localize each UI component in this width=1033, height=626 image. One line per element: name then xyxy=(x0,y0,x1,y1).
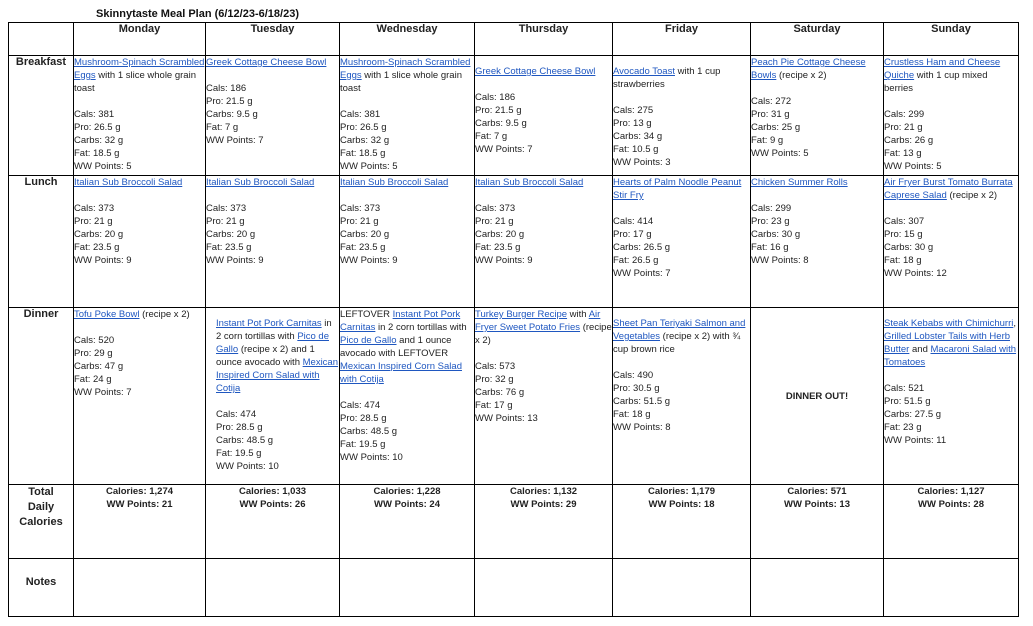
pro: Pro: 21 g xyxy=(475,216,514,227)
recipe-link[interactable]: Grilled Lobster Tails with Herb Butter xyxy=(884,331,1011,355)
total-calories: Calories: 1,132 xyxy=(509,486,578,497)
lunch-cell xyxy=(74,176,206,308)
meal-text: , xyxy=(1013,318,1016,329)
total-calories: Calories: 1,274 xyxy=(105,486,174,497)
cals: Cals: 474 xyxy=(216,409,257,420)
dinner-cell xyxy=(613,308,751,485)
total-ww: WW Points: 21 xyxy=(106,499,173,510)
breakfast-cell xyxy=(74,56,206,176)
carbs: Carbs: 51.5 g xyxy=(613,396,671,407)
ww-points: WW Points: 8 xyxy=(751,255,809,266)
pro: Pro: 26.5 g xyxy=(340,122,387,133)
breakfast-cell xyxy=(751,56,884,176)
ww-points: WW Points: 7 xyxy=(206,135,264,146)
fat: Fat: 26.5 g xyxy=(613,255,659,266)
carbs: Carbs: 30 g xyxy=(751,229,801,240)
carbs: Carbs: 25 g xyxy=(751,122,801,133)
carbs: Carbs: 26 g xyxy=(884,135,934,146)
total-ww: WW Points: 13 xyxy=(784,499,850,510)
fat: Fat: 18.5 g xyxy=(74,148,120,159)
fat: Fat: 7 g xyxy=(206,122,239,133)
recipe-link[interactable]: Italian Sub Broccoli Salad xyxy=(475,177,584,188)
ww-points: WW Points: 5 xyxy=(340,161,398,172)
cals: Cals: 521 xyxy=(884,383,925,394)
carbs: Carbs: 32 g xyxy=(74,135,124,146)
meal-text: and xyxy=(909,344,931,355)
total-calories: Calories: 1,228 xyxy=(373,486,441,497)
cals: Cals: 272 xyxy=(751,96,792,107)
ww-points: WW Points: 9 xyxy=(475,255,533,266)
dinner-cell xyxy=(475,308,613,485)
total-calories: Calories: 1,127 xyxy=(917,486,985,497)
lunch-cell xyxy=(884,176,1019,308)
recipe-link[interactable]: Mushroom-Spinach Scrambled Eggs xyxy=(340,57,471,81)
recipe-link[interactable]: Pico de Gallo xyxy=(216,331,329,355)
notes-cell[interactable] xyxy=(475,559,613,617)
carbs: Carbs: 30 g xyxy=(884,242,934,253)
lunch-row xyxy=(9,176,1019,308)
pro: Pro: 30.5 g xyxy=(613,383,660,394)
cals: Cals: 381 xyxy=(74,109,115,120)
recipe-link[interactable]: Macaroni Salad with Tomatoes xyxy=(884,344,1017,368)
recipe-link[interactable]: Chicken Summer Rolls xyxy=(751,177,848,188)
pro: Pro: 28.5 g xyxy=(340,413,387,424)
row-label-dinner: Dinner xyxy=(9,308,74,485)
total-ww: WW Points: 18 xyxy=(648,499,715,510)
lunch-cell xyxy=(613,176,751,308)
fat: Fat: 18 g xyxy=(613,409,651,420)
fat: Fat: 19.5 g xyxy=(216,448,262,459)
ww-points: WW Points: 3 xyxy=(613,157,671,168)
pro: Pro: 32 g xyxy=(475,374,514,385)
dinner-out-cell: DINNER OUT! xyxy=(751,308,884,485)
notes-row xyxy=(9,559,1019,617)
lunch-cell xyxy=(475,176,613,308)
fat: Fat: 16 g xyxy=(751,242,789,253)
notes-cell[interactable] xyxy=(206,559,340,617)
day-header-wednesday: Wednesday xyxy=(340,23,475,56)
cals: Cals: 381 xyxy=(340,109,381,120)
cals: Cals: 373 xyxy=(340,203,381,214)
meal-extra: with 1 cup mixed berries xyxy=(884,70,988,94)
fat: Fat: 18.5 g xyxy=(340,148,386,159)
total-cell xyxy=(884,485,1019,559)
ww-points: WW Points: 12 xyxy=(884,268,947,279)
cals: Cals: 299 xyxy=(751,203,792,214)
ww-points: WW Points: 5 xyxy=(751,148,809,159)
fat: Fat: 18 g xyxy=(884,255,922,266)
day-header-thursday: Thursday xyxy=(475,23,613,56)
fat: Fat: 23.5 g xyxy=(475,242,521,253)
meal-text: with xyxy=(567,309,589,320)
pro: Pro: 21 g xyxy=(884,122,923,133)
notes-cell[interactable] xyxy=(613,559,751,617)
recipe-link[interactable]: Italian Sub Broccoli Salad xyxy=(340,177,449,188)
fat: Fat: 13 g xyxy=(884,148,922,159)
lunch-cell xyxy=(340,176,475,308)
notes-cell[interactable] xyxy=(884,559,1019,617)
ww-points: WW Points: 5 xyxy=(74,161,132,172)
pro: Pro: 29 g xyxy=(74,348,113,359)
cals: Cals: 373 xyxy=(74,203,115,214)
ww-points: WW Points: 7 xyxy=(74,387,132,398)
meal-text: in 2 corn tortillas with xyxy=(216,318,332,342)
carbs: Carbs: 20 g xyxy=(74,229,124,240)
fat: Fat: 24 g xyxy=(74,374,112,385)
ww-points: WW Points: 9 xyxy=(340,255,398,266)
recipe-link[interactable]: Mexican Inspired Corn Salad with Cotija xyxy=(216,357,338,394)
recipe-link[interactable]: Steak Kebabs with Chimichurri xyxy=(884,318,1014,329)
cals: Cals: 275 xyxy=(613,105,654,116)
meal-plan-table xyxy=(8,22,1019,617)
meal-text: (recipe x 2) and 1 ounce avocado with xyxy=(216,344,315,368)
recipe-link[interactable]: Air Fryer Burst Tomato Burrata Caprese Salad xyxy=(884,177,1013,201)
recipe-link[interactable]: Greek Cottage Cheese Bowl xyxy=(206,57,327,68)
pro: Pro: 15 g xyxy=(884,229,923,240)
total-calories: Calories: 571 xyxy=(787,486,847,497)
cals: Cals: 186 xyxy=(206,83,247,94)
breakfast-cell xyxy=(613,56,751,176)
day-header-sunday: Sunday xyxy=(884,23,1019,56)
pro: Pro: 26.5 g xyxy=(74,122,121,133)
total-cell xyxy=(613,485,751,559)
fat: Fat: 17 g xyxy=(475,400,513,411)
cals: Cals: 520 xyxy=(74,335,115,346)
meal-extra: (recipe x 2) xyxy=(946,190,998,201)
fat: Fat: 7 g xyxy=(475,131,508,142)
notes-cell[interactable] xyxy=(751,559,884,617)
total-ww: WW Points: 29 xyxy=(510,499,577,510)
fat: Fat: 23.5 g xyxy=(206,242,252,253)
recipe-link[interactable]: Italian Sub Broccoli Salad xyxy=(206,177,315,188)
ww-points: WW Points: 8 xyxy=(613,422,671,433)
carbs: Carbs: 26.5 g xyxy=(613,242,671,253)
meal-extra: with 1 slice whole grain toast xyxy=(340,70,462,94)
recipe-link[interactable]: Pico de Gallo xyxy=(340,335,397,346)
corner-cell xyxy=(9,23,74,56)
day-header-monday: Monday xyxy=(74,23,206,56)
breakfast-cell xyxy=(884,56,1019,176)
ww-points: WW Points: 10 xyxy=(216,461,279,472)
recipe-link[interactable]: Greek Cottage Cheese Bowl xyxy=(475,66,596,77)
row-label-notes: Notes xyxy=(9,559,74,617)
recipe-link[interactable]: Mexican Inspired Corn Salad with Cotija xyxy=(340,361,462,385)
total-cell xyxy=(206,485,340,559)
pro: Pro: 23 g xyxy=(751,216,790,227)
fat: Fat: 9 g xyxy=(751,135,784,146)
breakfast-row xyxy=(9,56,1019,176)
pro: Pro: 21.5 g xyxy=(475,105,522,116)
page-title: Skinnytaste Meal Plan (6/12/23-6/18/23) xyxy=(96,8,299,20)
recipe-link[interactable]: Instant Pot Pork Carnitas xyxy=(216,318,322,329)
total-ww: WW Points: 28 xyxy=(918,499,984,510)
carbs: Carbs: 9.5 g xyxy=(206,109,258,120)
recipe-link[interactable]: Air Fryer Sweet Potato Fries xyxy=(475,309,601,333)
dinner-cell xyxy=(206,308,340,485)
row-label-total xyxy=(9,485,74,559)
cals: Cals: 490 xyxy=(613,370,654,381)
ww-points: WW Points: 10 xyxy=(340,452,403,463)
row-label-lunch: Lunch xyxy=(9,176,74,308)
ww-points: WW Points: 13 xyxy=(475,413,538,424)
ww-points: WW Points: 9 xyxy=(74,255,132,266)
recipe-link[interactable]: Hearts of Palm Noodle Peanut Stir Fry xyxy=(613,177,742,201)
carbs: Carbs: 9.5 g xyxy=(475,118,527,129)
total-cell xyxy=(751,485,884,559)
carbs: Carbs: 20 g xyxy=(206,229,256,240)
meal-text: (recipe x 2) with ¾ cup brown rice xyxy=(613,331,741,355)
breakfast-cell xyxy=(206,56,340,176)
fat: Fat: 23 g xyxy=(884,422,922,433)
pro: Pro: 21.5 g xyxy=(206,96,253,107)
recipe-link[interactable]: Peach Pie Cottage Cheese Bowls xyxy=(751,57,866,81)
ww-points: WW Points: 7 xyxy=(475,144,533,155)
meal-text: (recipe x 2) xyxy=(475,322,612,346)
total-calories: Calories: 1,179 xyxy=(647,486,716,497)
recipe-link[interactable]: Instant Pot Pork Carnitas xyxy=(340,309,461,333)
recipe-link[interactable]: Italian Sub Broccoli Salad xyxy=(74,177,183,188)
meal-text: and 1 ounce avocado with LEFTOVER xyxy=(340,335,452,359)
header-row xyxy=(9,23,1019,56)
cals: Cals: 186 xyxy=(475,92,516,103)
total-label-line: Total xyxy=(28,486,54,498)
notes-cell[interactable] xyxy=(340,559,475,617)
lunch-cell xyxy=(206,176,340,308)
total-cell xyxy=(475,485,613,559)
dinner-cell xyxy=(884,308,1019,485)
carbs: Carbs: 27.5 g xyxy=(884,409,942,420)
notes-cell[interactable] xyxy=(74,559,206,617)
carbs: Carbs: 48.5 g xyxy=(216,435,274,446)
pro: Pro: 17 g xyxy=(613,229,652,240)
total-ww: WW Points: 24 xyxy=(374,499,440,510)
breakfast-cell xyxy=(475,56,613,176)
meal-extra: (recipe x 2) xyxy=(776,70,827,81)
carbs: Carbs: 20 g xyxy=(340,229,390,240)
fat: Fat: 23.5 g xyxy=(74,242,120,253)
total-cell xyxy=(340,485,475,559)
fat: Fat: 19.5 g xyxy=(340,439,386,450)
recipe-link[interactable]: Tofu Poke Bowl xyxy=(74,309,140,320)
carbs: Carbs: 48.5 g xyxy=(340,426,398,437)
cals: Cals: 373 xyxy=(475,203,516,214)
carbs: Carbs: 76 g xyxy=(475,387,525,398)
cals: Cals: 299 xyxy=(884,109,925,120)
meal-text: in 2 corn tortillas with xyxy=(375,322,467,333)
day-header-saturday: Saturday xyxy=(751,23,884,56)
total-ww: WW Points: 26 xyxy=(239,499,306,510)
cals: Cals: 474 xyxy=(340,400,381,411)
dinner-row xyxy=(9,308,1019,485)
dinner-cell xyxy=(74,308,206,485)
fat: Fat: 23.5 g xyxy=(340,242,386,253)
recipe-link[interactable]: Turkey Burger Recipe xyxy=(475,309,568,320)
recipe-link[interactable]: Mushroom-Spinach Scrambled Eggs xyxy=(74,57,205,81)
meal-text: LEFTOVER xyxy=(340,309,393,320)
recipe-link[interactable]: Crustless Ham and Cheese Quiche xyxy=(884,57,1001,81)
cals: Cals: 414 xyxy=(613,216,654,227)
total-label-line: Calories xyxy=(19,516,63,528)
cals: Cals: 373 xyxy=(206,203,247,214)
day-header-friday: Friday xyxy=(613,23,751,56)
cals: Cals: 573 xyxy=(475,361,516,372)
carbs: Carbs: 32 g xyxy=(340,135,390,146)
totals-row xyxy=(9,485,1019,559)
pro: Pro: 21 g xyxy=(340,216,379,227)
meal-extra: (recipe x 2) xyxy=(139,309,190,320)
dinner-cell xyxy=(340,308,475,485)
carbs: Carbs: 47 g xyxy=(74,361,124,372)
recipe-link[interactable]: Sheet Pan Teriyaki Salmon and Vegetables xyxy=(613,318,746,342)
ww-points: WW Points: 7 xyxy=(613,268,671,279)
ww-points: WW Points: 5 xyxy=(884,161,942,172)
pro: Pro: 28.5 g xyxy=(216,422,263,433)
meal-extra: with 1 cup strawberries xyxy=(613,66,721,90)
ww-points: WW Points: 11 xyxy=(884,435,947,446)
cals: Cals: 307 xyxy=(884,216,925,227)
total-cell xyxy=(74,485,206,559)
ww-points: WW Points: 9 xyxy=(206,255,264,266)
carbs: Carbs: 20 g xyxy=(475,229,525,240)
lunch-cell xyxy=(751,176,884,308)
recipe-link[interactable]: Avocado Toast xyxy=(613,66,675,77)
fat: Fat: 10.5 g xyxy=(613,144,659,155)
pro: Pro: 31 g xyxy=(751,109,790,120)
breakfast-cell xyxy=(340,56,475,176)
carbs: Carbs: 34 g xyxy=(613,131,663,142)
pro: Pro: 13 g xyxy=(613,118,652,129)
day-header-tuesday: Tuesday xyxy=(206,23,340,56)
pro: Pro: 51.5 g xyxy=(884,396,931,407)
pro: Pro: 21 g xyxy=(206,216,245,227)
meal-extra: with 1 slice whole grain toast xyxy=(74,70,196,94)
total-calories: Calories: 1,033 xyxy=(238,486,307,497)
pro: Pro: 21 g xyxy=(74,216,113,227)
total-label-line: Daily xyxy=(27,501,55,513)
row-label-breakfast: Breakfast xyxy=(9,56,74,176)
